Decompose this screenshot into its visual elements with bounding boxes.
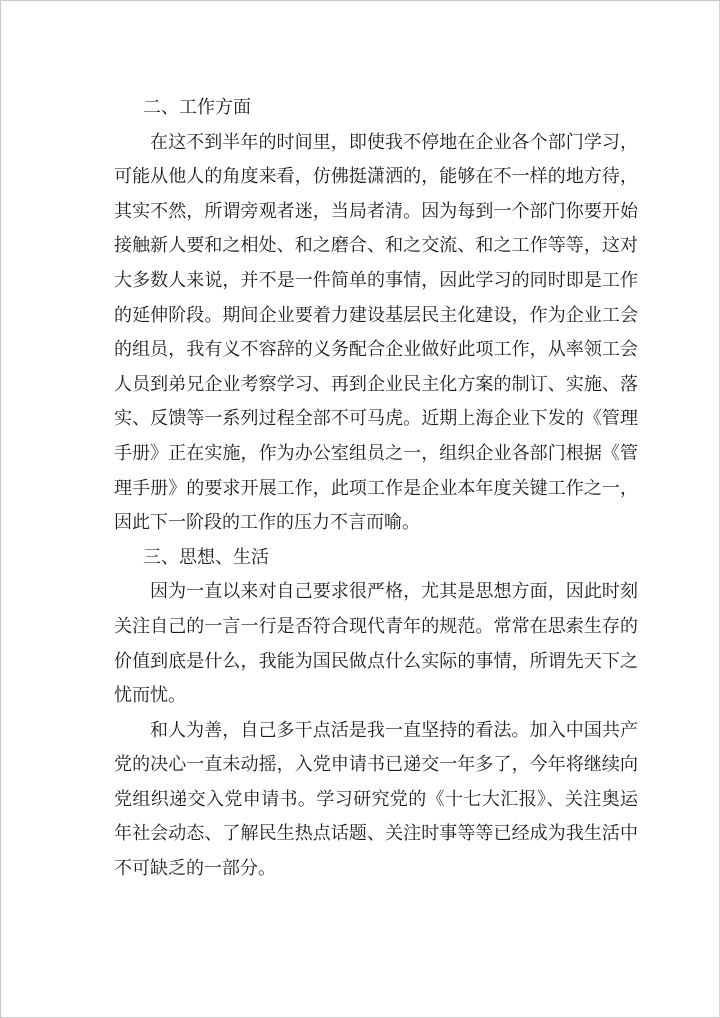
section-heading-work: 二、工作方面 [143,97,251,118]
paragraph-thought: 因为一直以来对自己要求很严格，尤其是思想方面，因此时刻关注自己的一言一行是否符合现代青年的规范。常常在思索生存的价值到底是什么，我能为国民做点什么实际的事情，所谓先天下之忧而忧。 [114,581,638,707]
paragraph-life: 和人为善，自己多干点活是我一直坚持的看法。加入中国共产党的决心一直未动摇，入党申请书已递交一年多了，今年将继续向党组织递交入党申请书。学习研究党的《十七大汇报》、关注奥运年社会动态、了解民生热点话题、关注时事等等已经成为我生活中不可缺乏的一部分。 [114,719,638,880]
paragraph-work: 在这不到半年的时间里，即使我不停地在企业各个部门学习，可能从他人的角度来看，仿佛挺潇洒的，能够在不一样的地方待，其实不然，所谓旁观者迷，当局者清。因为每到一个部门你要开始接触新人要和之相处、和之磨合、和之交流、和之工作等等，这对大多数人来说，并不是一件简单的事情，因此学习的同时即是工作的延伸阶段。期间企业要着力建设基层民主化建设，作为企业工会的组员，我有义不容辞的义务配合企业做好此项工作，从率领工会人员到弟兄企业考察学习、再到企业民主化方案的制订、实施、落实、反馈等一系列过程全部不可马虎。近期上海企业下发的《管理手册》正在实施，作为办公室组员之一，组织企业各部门根据《管理手册》的要求开展工作，此项工作是企业本年度关键工作之一，因此下一阶段的工作的压力不言而喻。 [114,131,638,534]
document-body [114,91,638,887]
section-heading-thought-life: 三、思想、生活 [143,546,269,568]
